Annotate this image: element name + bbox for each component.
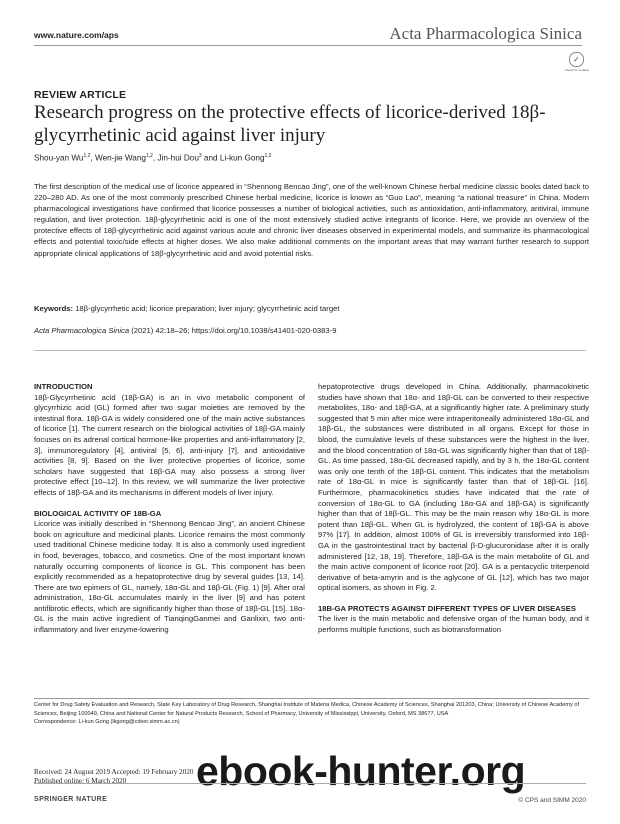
watermark-text: ebook-hunter.org <box>196 748 526 794</box>
keywords-text: 18β-glycyrrhetic acid; licorice preparation; liver injury; glycyrrhetinic acid target <box>75 304 340 313</box>
footnote-divider <box>34 698 589 699</box>
section-divider <box>34 350 586 351</box>
author-separator: and <box>201 153 220 163</box>
citation-journal: Acta Pharmacologica Sinica <box>34 326 130 335</box>
abstract: The first description of the medical use of licorice appeared in “Shennong Bencao Jing”, one of the well-known Chinese herbal medicine classic books dated back to 220–280 AD. As one of the most commonly prescribed Chinese herbal medicine, licorice is known as “Guo Lao”, meaning “a national treasure” in China. Modern pharmacological investigations have confirmed that licorice possesses a number of biological activities, such as antioxidation, anti-inflammatory, antiviral, immune regulation, and liver protection. 18β-glycyrrhetinic acid is one of the most extensively studied active integrants of licorice. Here, we provide an overview of the protective effects of 18β-glycyrrhetinic acid against various acute and chronic liver diseases observed in experimental models, and summarize its pharmacological effects and potential toxic/side effects at higher doses. We also make additional comments on the important areas that may warrant further research to support appropriate clinical applications of 18β-glycyrrhetinic acid and avoid potential risks. <box>34 182 589 258</box>
biological-activity-text: Licorice was initially described in “Shennong Bencao Jing”, an ancient Chinese book on agriculture and medicinal plants. Licorice remains the most commonly used traditional Chinese medicine today. It is also a commonly used ingredient in food, beverages, tobacco, and cosmetics. One of the most important known naturally occurring components of licorice is GL. This component has been explicitly recommended as a hepatoprotective drug by several guides [13, 14]. There are two epimers of GL, namely, 18α-GL and 18β-GL (Fig. 1) [9]. After oral administration, 18α-GL accumulates mainly in the liver [9] and has potent antifibrotic effects, which are significantly higher than those of 18β-GL [15]. 18α-GL is the main active ingredient of TianqingGanmei and Ganlixin, two anti-inflammatory and liver enzyme-lowering <box>34 519 305 635</box>
author-name[interactable]: Li-kun Gong <box>219 153 265 163</box>
pharmacokinetics-text: hepatoprotective drugs developed in China. Additionally, pharmacokinetic studies have shown that 18α- and 18β-GL can be converted to their respective metabolites, 18α- and 18β-GA, at a significantly higher rate. A preliminary study suggested that 5 min after mice were intraperitoneally administered 18α-GL and 18β-GL, the substances were distributed in all organs. Except for those in blood, the cumulative levels of these substances were the highest in the liver, and the blood concentration of 18α-GL was significantly higher than that of 18β-GL. As time passed, 18α-GL decreased rapidly, and by 3 h, the 18α-GL content was only one tenth of the 18β-GL content. This indicates that the metabolism rate of 18α-GL in mice is significantly faster than that of 18β-GL [16]. Furthermore, pharmacokinetics studies have indicated that the rate of conversion of 18α-GL to GA (including 18α-GA and 18β-GA) is significantly higher than that of 18β-GL. This may be the main reason why 18α-GL is more potent than 18β-GL. When GL is hydrolyzed, the content of 18β-GA is above 97% [17]. In addition, almost 100% of GL is irreversibly transformed into 18β-GA in the gastrointestinal tract by bacterial β-D-glucuronidase after it is orally administered [12, 18, 19]. Therefore, 18β-GA is the main metabolite of GL and the main active component of licorice root [20]. GA is a pentacyclic triterpenoid derivative of beta-amyrin and is the aglycone of GL [12], which has two major optical isomers, as shown in Fig. 2. <box>318 382 589 593</box>
author-name[interactable]: Jin-hui Dou <box>157 153 199 163</box>
left-column <box>34 382 305 636</box>
article-title: Research progress on the protective effects of licorice-derived 18β-glycyrrhetinic acid against liver injury <box>34 102 546 146</box>
author-affiliation: 1,2 <box>264 153 272 159</box>
publisher-logo: SPRINGER NATURE <box>34 796 108 803</box>
header-divider <box>34 45 582 46</box>
author-list <box>34 153 271 163</box>
received-accepted-date: Received: 24 August 2019 Accepted: 19 February 2020 <box>34 768 194 776</box>
liver-diseases-text: The liver is the main metabolic and defensive organ of the human body, and it performs multiple functions, such as biotransformation <box>318 614 589 635</box>
author-separator: , <box>152 153 158 163</box>
section-heading-introduction: INTRODUCTION <box>34 382 93 391</box>
right-column <box>318 382 589 636</box>
keywords-label: Keywords: <box>34 304 74 313</box>
footer-divider <box>34 783 586 784</box>
keywords <box>34 304 589 313</box>
journal-name: Acta Pharmacologica Sinica <box>389 24 582 43</box>
section-heading-biological-activity: BIOLOGICAL ACTIVITY OF 18B-GA <box>34 508 162 518</box>
author-affiliation: 1,2 <box>145 153 153 159</box>
author-name[interactable]: Shou-yan Wu <box>34 153 84 163</box>
check-for-updates-icon[interactable]: ✓ <box>569 52 584 67</box>
author-name[interactable]: Wen-jie Wang <box>94 153 146 163</box>
author-affiliation: 1,2 <box>83 153 91 159</box>
affiliations-footnote <box>34 701 589 727</box>
introduction-text: 18β-Glycyrrhetinic acid (18β-GA) is an in vivo metabolic component of glycyrrhizic acid (GL) formed after two sugar moieties are removed by the intestinal flora. 18β-GA is widely considered one of the main active substances of licorice [1]. The current research on the biological activities of 18β-GA mainly focuses on its adrenal cortical hormone-like properties and anti-inflammatory [2, 3], immunoregulatory [4], antiviral [5, 6], anti-injury [7], and antioxidative activities [8, 9]. Based on the liver protective properties of licorice, some scholars have suggested that 18β-GA may also possess a strong liver protective effect [10–12]. In this review, we will summarize the liver protective effects of 18β-GA and its mechanisms in different models of liver injury. <box>34 392 305 497</box>
journal-url[interactable]: www.nature.com/aps <box>34 30 119 40</box>
article-type: REVIEW ARTICLE <box>34 89 127 101</box>
author-separator: , <box>90 153 95 163</box>
affiliations-text: Center for Drug Safety Evaluation and Research, State Key Laboratory of Drug Research, Shanghai Institute of Materia Medica, Chinese Academy of Sciences, Shanghai 201203, China; University of Chinese Academy of Sciences, Beijing 100049, China and National Center for Natural Products Research, School of Pharmacy, University of Mississippi, University, Oxford, MS 38677, USA <box>34 702 580 717</box>
citation <box>34 326 589 335</box>
copyright: © CPS and SIMM 2020 <box>518 797 586 804</box>
citation-details[interactable]: (2021) 42:18–26; https://doi.org/10.1038/s41401-020-0383-9 <box>129 326 337 335</box>
author-affiliation: 3 <box>198 153 202 159</box>
section-heading-liver-diseases: 18B-GA PROTECTS AGAINST DIFFERENT TYPES OF LIVER DISEASES <box>318 603 576 613</box>
check-for-updates-label: Check for updates <box>564 68 590 72</box>
correspondence[interactable]: Correspondence: Li-kun Gong (lkgong@cdser.simm.ac.cn) <box>34 719 180 726</box>
published-date: Published online: 6 March 2020 <box>34 777 127 785</box>
